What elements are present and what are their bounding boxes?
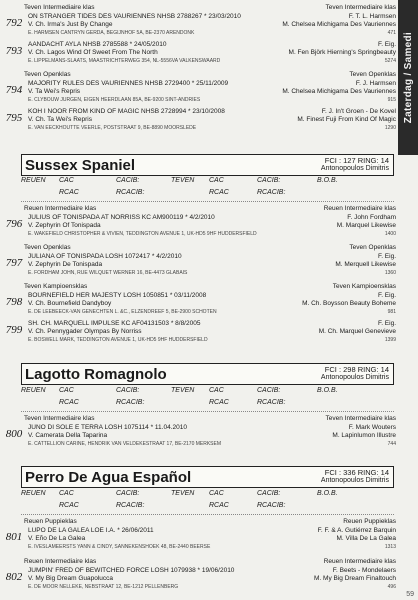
sire: V. Zephyrin Of Tonispada (28, 222, 101, 229)
catalog-number: 799 (5, 324, 23, 336)
sire: V. Ch. Pennygader Olympas By Norriss (28, 328, 142, 335)
sire: V. Ch. Irma's Just By Change (28, 21, 113, 28)
dog-title: ON STRANGER TIDES DES VAURIENNES NHSB 2788267 * 23/03/2010 (28, 13, 241, 20)
dog-entry (4, 40, 396, 68)
judge-name: Antonopoulos Dimitris (320, 374, 389, 381)
dam: M. Chelsea Michigama Des Vauriennes (282, 21, 396, 28)
dam: M. Ch. Marquel Genevieve (318, 328, 396, 335)
breed-header (21, 154, 394, 176)
dam: M. Villa De La Galea (336, 535, 396, 542)
dog-entry (4, 291, 396, 319)
dam: M. Finest Fuji From Kind Of Magic (297, 116, 396, 123)
dog-title: AANDACHT AYLA NHSB 2785588 * 24/05/2010 (28, 41, 167, 48)
catalog-number: 797 (5, 257, 23, 269)
owner: E. DE MOOR NELLEKE, NEBSTRAAT 12, BE-1212 PELLENBERG (28, 584, 179, 590)
dog-title: JUNO DI SOLE E TERRA LOSH 1075114 * 11.04.2010 (28, 424, 187, 431)
sire: V. Zephyrin De Tonispada (28, 261, 103, 268)
owner-code: 1313 (384, 544, 396, 550)
dog-entry (4, 566, 396, 594)
catalog-number: 802 (5, 571, 23, 583)
breeder: F. Mark Wouters (348, 424, 396, 431)
catalog-number: 800 (5, 428, 23, 440)
owner-code: 915 (387, 97, 396, 103)
dam: M. Ch. Boysson Beauty Boheme (302, 300, 396, 307)
class-header: Teven Kampioensklas Teven Kampioensklas (24, 283, 396, 290)
breeder: F. Eig. (377, 41, 396, 48)
dam: M. Marquel Likewise (336, 222, 396, 229)
owner-code: 1360 (384, 270, 396, 276)
breeder: F. Beets - Mondelaers (332, 567, 396, 574)
day-tab (398, 0, 418, 155)
dam: M. Lapinlumon Illustre (332, 432, 396, 439)
class-header: Teven Intermediaire klas Teven Intermediaire klas (24, 415, 396, 422)
class-header: Reuen Puppieklas Reuen Puppieklas (24, 518, 396, 525)
breed-name: Perro De Agua Español (25, 469, 192, 486)
sire: V. Ch. Ta Wei's Repris (28, 116, 92, 123)
dog-entry (4, 319, 396, 347)
catalog-number: 796 (5, 218, 23, 230)
class-header: Reuen Intermediaire klas Reuen Intermediaire klas (24, 205, 396, 212)
dog-entry (4, 252, 396, 280)
fci-ring: FCI : 298 RING: 14 (324, 365, 389, 374)
owner-code: 496 (387, 584, 396, 590)
dog-title: JULIANA OF TONISPADA LOSH 1072417 * 4/2/2010 (28, 253, 182, 260)
breeder: F. J. In't Groen - De Kovel (321, 108, 396, 115)
dog-entry (4, 79, 396, 107)
day-tab-label: Zaterdag / Samedi (402, 31, 414, 124)
judge-name: Antonopoulos Dimitris (320, 165, 389, 172)
sire: V. Camerata Della Taparina (28, 432, 108, 439)
judge-name: Antonopoulos Dimitris (320, 477, 389, 484)
sire: V. Ch. Bournefield Dandyboy (28, 300, 112, 307)
class-header: Reuen Intermediaire klas Reuen Intermediaire klas (24, 558, 396, 565)
breeder: F. J. Harmsen (355, 80, 396, 87)
award-grid: REUEN CAC CACIB: TEVEN CAC CACIB: B.O.B. RCAC RCACIB: RCAC RCACIB: (21, 387, 338, 406)
dog-title: JULIUS OF TONISPADA AT NORRISS KC AM900119 * 4/2/2010 (28, 214, 215, 221)
owner-code: 1290 (384, 125, 396, 131)
dam: M. Merquell Likewise (335, 261, 396, 268)
owner: E. HARMSEN CANTRYN GERDA, BEGIJNHOF 5A, BE-2370 ARENDONK (28, 30, 195, 36)
dog-entry (4, 107, 396, 135)
dam: M. My Big Dream Finaltouch (314, 575, 396, 582)
dog-title: JUMPIN' FRED OF BEWITCHED FORCE LOSH 1079938 * 19/06/2010 (28, 567, 235, 574)
dog-entry (4, 526, 396, 554)
dog-entry (4, 12, 396, 40)
dog-title: LUPO DE LA GALEA LOE I.A. * 26/06/2011 (28, 527, 154, 534)
owner: E. DE LEEBEECK-VAN GENECHTEN L. &C., ELZENDREEF 5, BE-2900 SCHOTEN (28, 309, 217, 315)
fci-ring: FCI : 336 RING: 14 (324, 468, 389, 477)
catalog-number: 793 (5, 45, 23, 57)
breed-name: Sussex Spaniel (25, 157, 136, 174)
breeder: F. Eig. (377, 292, 396, 299)
dog-title: BOURNEFIELD HER MAJESTY LOSH 1050851 * 03/11/2008 (28, 292, 207, 299)
owner: E. LIPPELMANS-SLAATS, MAASTRICHTERWEG 354, NL-5556VA VALKENSWAARD (28, 58, 221, 64)
dog-entry (4, 213, 396, 241)
dog-title: SH. CH. MARQUELL IMPULSE KC AF04131503 * 8/8/2005 (28, 320, 201, 327)
sire: V. Eño De La Galea (28, 535, 86, 542)
sire: V. Ta Wei's Repris (28, 88, 81, 95)
breed-header (21, 363, 394, 385)
breeder: F. John Fordham (347, 214, 396, 221)
owner-code: 5274 (384, 58, 396, 64)
catalog-number: 794 (5, 84, 23, 96)
fci-ring: FCI : 127 RING: 14 (324, 156, 389, 165)
owner-code: 1400 (384, 231, 396, 237)
dog-title: KOH I NOOR FROM KIND OF MAGIC NHSB 2728994 * 23/10/2008 (28, 108, 225, 115)
divider (21, 411, 394, 412)
owner: E. BOSWELL MARK, TEDDINGTON AVENUE 1, UK-HD5 9HF HUDDERSFIELD (28, 337, 208, 343)
dam: M. Chelsea Michigama Des Vauriennes (282, 88, 396, 95)
catalog-number: 801 (5, 531, 23, 543)
owner: E. IVESLAMEERSTS YANN & CINDY, SANNEKENSHOEK 48, BE-2440 BEERSE (28, 544, 211, 550)
catalog-number: 795 (5, 112, 23, 124)
owner-code: 981 (387, 309, 396, 315)
owner: E. WAKEFIELD CHRISTOPHER & VIVIEN, TEDDINGTON AVENUE 1, UK-HD5 9HF HUDDERSFIELD (28, 231, 257, 237)
breeder: F. Eig. (377, 320, 396, 327)
dog-title: MAJORITY RULES DES VAURIENNES NHSB 2729400 * 25/11/2009 (28, 80, 229, 87)
dam: M. Fen Björk Hierning's Springbeauty (288, 49, 396, 56)
dog-entry (4, 423, 396, 451)
owner-code: 1399 (384, 337, 396, 343)
breeder: F. T. L. Harmsen (348, 13, 396, 20)
breeder: F. F. & A. Gutiérrez Barquin (317, 527, 396, 534)
owner: E. FORDHAM JOHN, RUE WILQUET WERNER 16, BE-4473 GLABAIS (28, 270, 188, 276)
owner-code: 744 (387, 441, 396, 447)
owner: E. VAN EECKHOUTTE VEERLE, POSTSTRAAT 9, BE-8890 MOORSLEDE (28, 125, 197, 131)
sire: V. Ch. Lagos Wind Of Sweet From The North (28, 49, 158, 56)
breed-name: Lagotto Romagnolo (25, 366, 167, 383)
page-number: 59 (406, 591, 414, 598)
class-header: Teven Openklas Teven Openklas (24, 71, 396, 78)
owner-code: 471 (387, 30, 396, 36)
award-grid: REUEN CAC CACIB: TEVEN CAC CACIB: B.O.B. RCAC RCACIB: RCAC RCACIB: (21, 490, 338, 509)
class-header: Teven Openklas Teven Openklas (24, 244, 396, 251)
breed-header (21, 466, 394, 488)
owner: E. CLYBOUW JURGEN, EIGEN HEERDLAAN 85A, BE-9200 SINT-ANDRIES (28, 97, 201, 103)
divider (21, 514, 394, 515)
catalog-number: 798 (5, 296, 23, 308)
catalog-number: 792 (5, 17, 23, 29)
class-header: Teven Intermediaire klas Teven Intermediaire klas (24, 4, 396, 11)
breeder: F. Eig. (377, 253, 396, 260)
divider (21, 201, 394, 202)
sire: V. My Big Dream Guapolucca (28, 575, 114, 582)
award-grid: REUEN CAC CACIB: TEVEN CAC CACIB: B.O.B. RCAC RCACIB: RCAC RCACIB: (21, 177, 338, 196)
owner: E. CATTELLION CARINE, HENDRIK VAN VELDEKESTRAAT 17, BE-2170 MERKSEM (28, 441, 222, 447)
